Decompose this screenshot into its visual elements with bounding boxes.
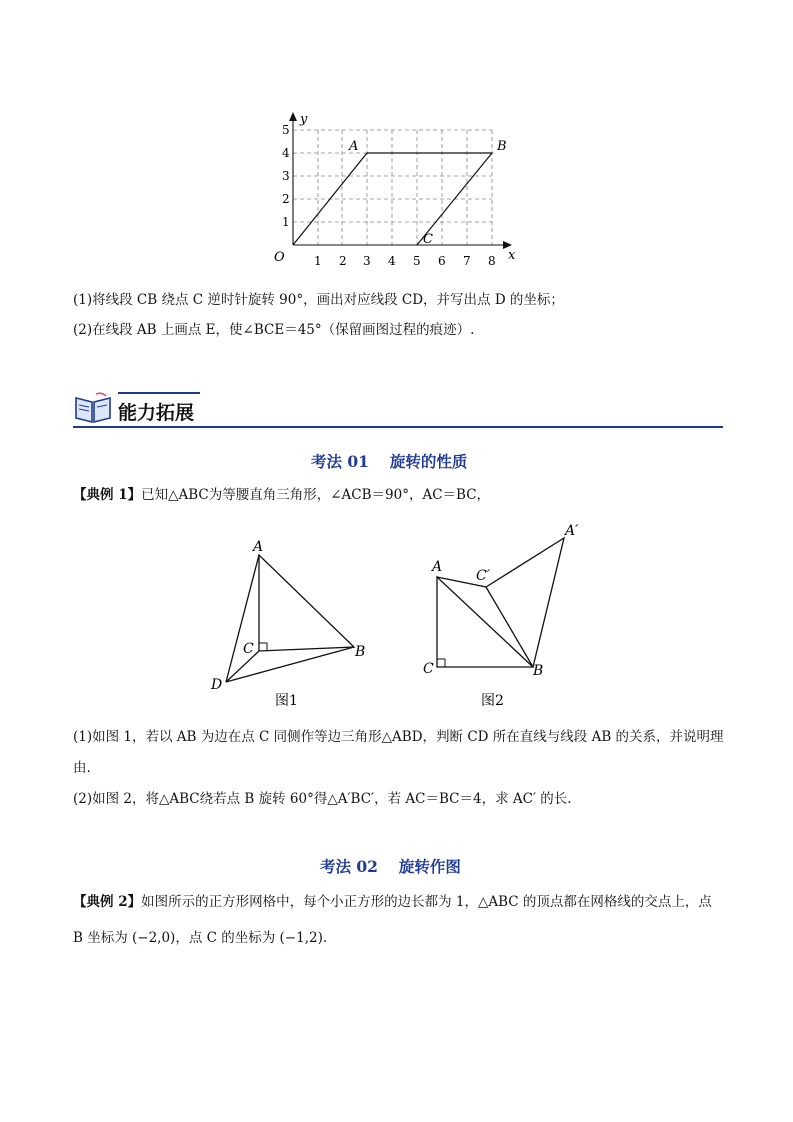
example-2-line-2: B 坐标为 (−2,0)，点 C 的坐标为 (−1,2). xyxy=(73,930,328,946)
triangle-figures xyxy=(200,515,600,715)
figure-2-caption: 图2 xyxy=(481,693,504,709)
x-tick: 5 xyxy=(413,254,421,268)
fig1-label-a: A xyxy=(253,539,264,555)
y-axis-label: y xyxy=(300,112,308,127)
y-tick: 5 xyxy=(282,123,290,137)
y-tick: 2 xyxy=(282,192,290,206)
example-1-question-1-line-2: 由. xyxy=(73,760,91,776)
kaofa-01-title: 考法 01 旋转的性质 xyxy=(311,452,468,471)
example-2-line-1 xyxy=(73,892,712,912)
fig2-label-c: C xyxy=(423,661,434,677)
point-label-c: C xyxy=(423,232,433,247)
y-tick: 4 xyxy=(282,146,290,160)
x-tick: 8 xyxy=(488,254,496,268)
kaofa-02-title: 考法 02 旋转作图 xyxy=(320,857,461,876)
y-tick: 1 xyxy=(282,215,290,229)
y-tick-labels xyxy=(282,123,290,229)
axes xyxy=(289,112,512,249)
fig2-label-a-prime: A′ xyxy=(565,523,579,539)
x-tick: 7 xyxy=(463,254,471,268)
fig2-label-b: B xyxy=(533,663,544,679)
section-underline xyxy=(73,426,723,428)
x-tick: 1 xyxy=(314,254,322,268)
y-tick: 3 xyxy=(282,169,290,183)
question-2: (2)在线段 AB 上画点 E，使∠BCE＝45°（保留画图过程的痕迹）. xyxy=(73,322,475,338)
section-title: 能力拓展 xyxy=(118,402,195,424)
book-icon xyxy=(72,392,114,426)
x-tick: 2 xyxy=(339,254,347,268)
x-tick-labels xyxy=(314,254,496,268)
grid-lines xyxy=(293,130,492,245)
example-1-question-2: (2)如图 2，将△ABC绕若点 B 旋转 60°得△A′BC′，若 AC＝BC＝4，求 AC′ 的长. xyxy=(73,791,572,807)
example-1-line xyxy=(73,485,490,505)
question-1: (1)将线段 CB 绕点 C 逆时针旋转 90°，画出对应线段 CD，并写出点 D 的坐标； xyxy=(73,292,564,308)
example-1-text: 已知△ABC为等腰直角三角形，∠ACB＝90°，AC＝BC， xyxy=(141,487,491,503)
x-tick: 6 xyxy=(438,254,446,268)
fig2-label-c-prime: C′ xyxy=(476,568,490,584)
origin-label: O xyxy=(274,250,285,265)
coordinate-figure xyxy=(265,108,530,268)
point-label-a: A xyxy=(349,139,359,154)
fig1-label-d: D xyxy=(211,677,223,693)
figure-1-triangles xyxy=(226,555,354,682)
fig1-label-c: C xyxy=(243,641,254,657)
x-tick: 3 xyxy=(363,254,371,268)
x-axis-label: x xyxy=(508,248,516,263)
example-1-tag: 【典例 1】 xyxy=(73,487,142,503)
example-2-tag: 【典例 2】 xyxy=(73,894,142,910)
example-2-text: 如图所示的正方形网格中，每个小正方形的边长都为 1，△ABC 的顶点都在网格线的交点上，点 xyxy=(141,894,712,910)
fig1-label-b: B xyxy=(355,644,366,660)
example-1-question-1-line-1: (1)如图 1，若以 AB 为边在点 C 同侧作等边三角形△ABD，判断 CD 所在直线与线段 AB 的关系，并说明理 xyxy=(73,729,724,745)
point-label-b: B xyxy=(497,139,507,154)
section-top-line xyxy=(118,392,200,394)
figure-2-triangles xyxy=(437,538,564,667)
fig2-label-a: A xyxy=(432,559,443,575)
figure-1-caption: 图1 xyxy=(275,693,298,709)
x-tick: 4 xyxy=(388,254,396,268)
